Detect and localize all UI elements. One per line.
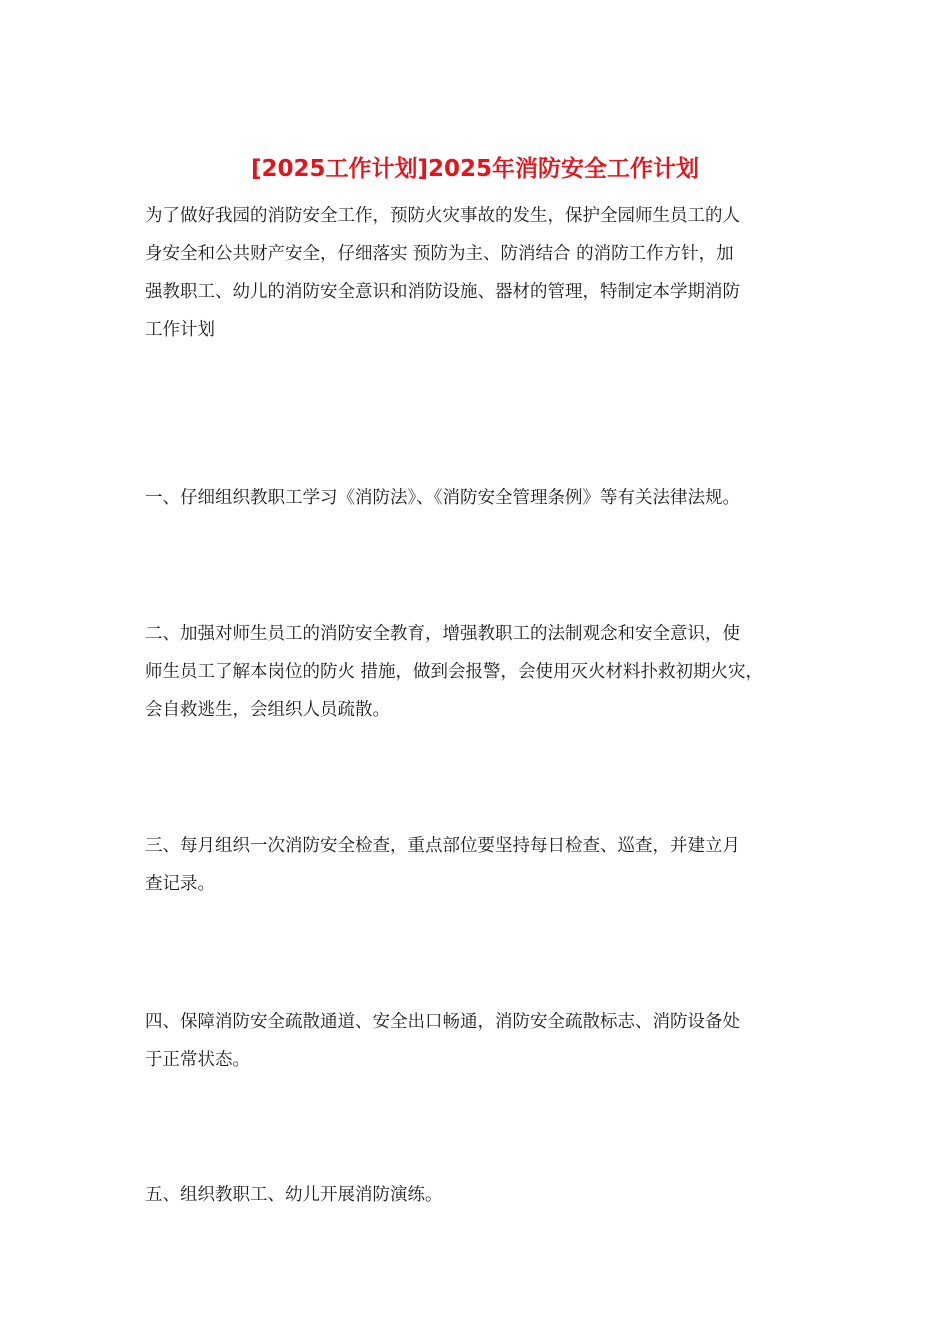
intro-line: 工作计划 — [145, 320, 215, 340]
item-line: 四、保障消防安全疏散通道、安全出口畅通，消防安全疏散标志、消防设备处 — [145, 1012, 740, 1032]
plan-item-3 — [145, 827, 825, 903]
plan-item-4 — [145, 1003, 825, 1079]
item-line: 三、每月组织一次消防安全检查，重点部位要坚持每日检查、巡查，并建立月 — [145, 836, 740, 856]
intro-line: 身安全和公共财产安全，仔细落实 预防为主、防消结合 的消防工作方针，加 — [145, 244, 734, 264]
item-line: 二、加强对师生员工的消防安全教育，增强教职工的法制观念和安全意识，使 — [145, 624, 740, 644]
intro-line: 强教职工、幼儿的消防安全意识和消防设施、器材的管理，特制定本学期消防 — [145, 282, 740, 302]
item-line: 查记录。 — [145, 874, 215, 894]
plan-item-5 — [145, 1176, 825, 1214]
item-line: 一、仔细组织教职工学习《消防法》、《消防安全管理条例》等有关法律法规。 — [145, 488, 740, 508]
item-line: 会自救逃生，会组织人员疏散。 — [145, 700, 390, 720]
plan-item-1 — [145, 479, 825, 517]
document-title: [2025工作计划]2025年消防安全工作计划 — [250, 156, 700, 182]
plan-item-2 — [145, 615, 825, 729]
intro-line: 为了做好我园的消防安全工作，预防火灾事故的发生，保护全园师生员工的人 — [145, 206, 740, 226]
item-line: 师生员工了解本岗位的防火 措施，做到会报警，会使用灭火材料扑救初期火灾， — [145, 662, 764, 682]
item-line: 五、组织教职工、幼儿开展消防演练。 — [145, 1185, 443, 1205]
intro-paragraph — [145, 197, 805, 349]
item-line: 于正常状态。 — [145, 1050, 250, 1070]
